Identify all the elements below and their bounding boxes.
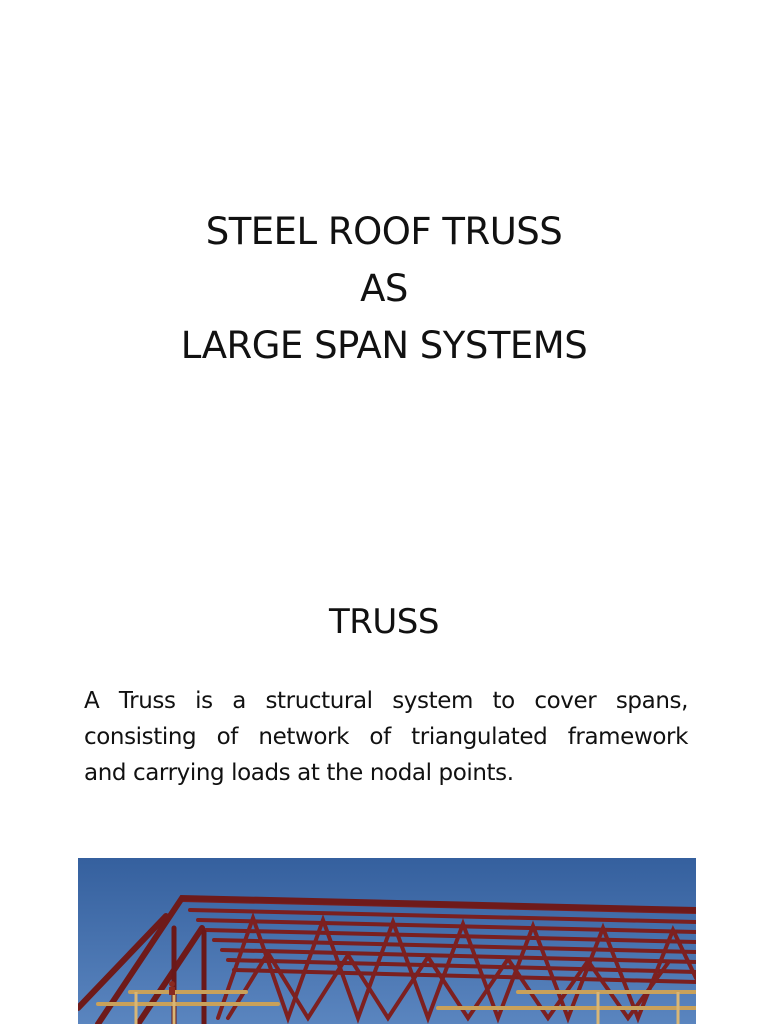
definition-paragraph	[84, 683, 688, 791]
definition-line-1: A Truss is a structural system to cover spans,	[84, 688, 688, 714]
title-line-2: AS	[360, 267, 408, 310]
title-line-1: STEEL ROOF TRUSS	[205, 210, 563, 253]
definition-line-2: consisting of network of triangulated framework	[84, 724, 688, 750]
title-line-3: LARGE SPAN SYSTEMS	[180, 324, 588, 367]
definition-line-3: and carrying loads at the nodal points.	[84, 760, 514, 786]
slide-title	[0, 203, 768, 374]
section-heading: TRUSS	[329, 602, 439, 642]
steel-roof-truss-photo	[78, 858, 696, 1024]
